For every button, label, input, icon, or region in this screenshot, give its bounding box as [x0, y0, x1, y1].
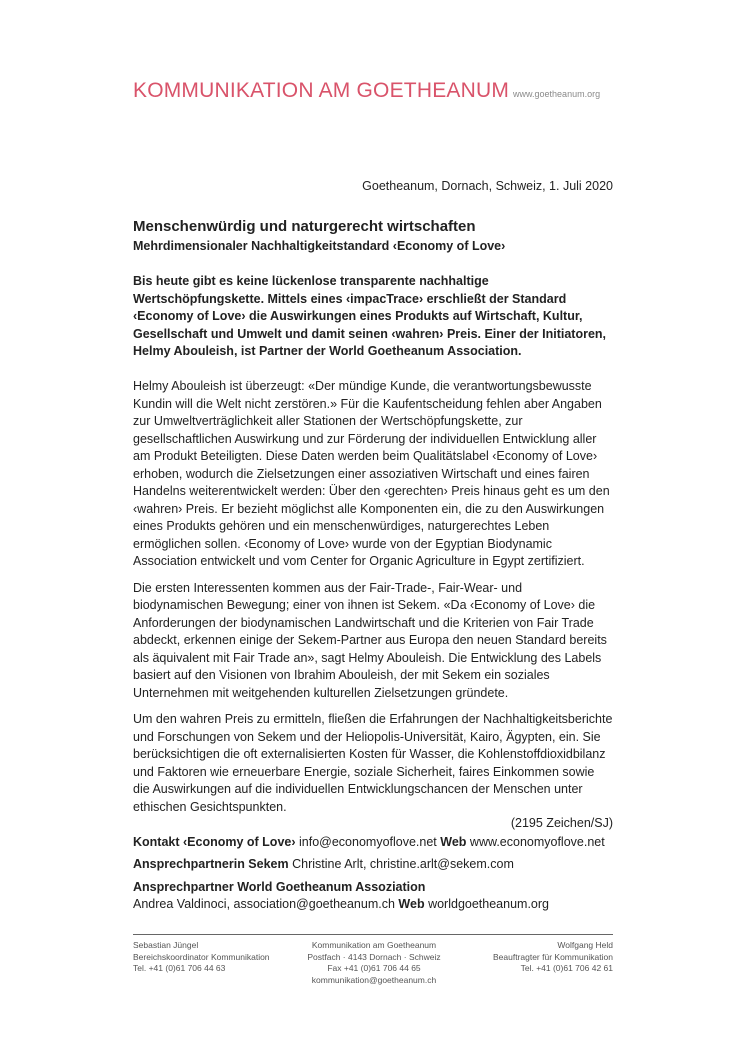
- contact-wga-label-row: [133, 879, 613, 897]
- brand-name: KOMMUNIKATION AM GOETHEANUM: [133, 79, 510, 102]
- sekem-contact-text[interactable]: Christine Arlt, christine.arlt@sekem.com: [292, 857, 514, 871]
- contact-email-link[interactable]: info@economyoflove.net: [299, 834, 437, 849]
- footer-center-address: Postfach · 4143 Dornach · Schweiz: [307, 951, 441, 962]
- footer-divider: [133, 934, 613, 935]
- footer-center-email[interactable]: kommunikation@goetheanum.ch: [311, 974, 437, 985]
- wga-web-label: Web: [398, 897, 425, 911]
- letterhead: [133, 79, 600, 103]
- sekem-label: Ansprechpartnerin Sekem: [133, 857, 289, 871]
- dateline: Goetheanum, Dornach, Schweiz, 1. Juli 2020: [362, 179, 613, 193]
- footer-center-fax: Fax +41 (0)61 706 44 65: [327, 963, 421, 973]
- footer-center-org: Kommunikation am Goetheanum: [311, 940, 437, 950]
- paragraph-2: Die ersten Interessenten kommen aus der Fair-Trade-, Fair-Wear- und biodynamischen Bewegung; einer von ihnen ist Sekem. «Da ‹Economy of Love› die Anforderungen der biodynamischen Landwirtschaft und die Kriterien von Fair Trade abdeckt, erkennen einige der Sekem-Partner aus Europa den neuen Standard bereits als äquivalent mit Fair Trade an», sagt Helmy Abouleish. Die Entwicklung des Labels basiert auf den Visionen von Ibrahim Abouleish, der mit Sekem ein soziales Unternehmen mit weitgehenden kulturellen Zielsetzungen gründete.: [133, 580, 607, 700]
- page-subtitle: Mehrdimensionaler Nachhaltigkeitstandard ‹Economy of Love›: [133, 239, 506, 253]
- contact-label: Kontakt ‹Economy of Love›: [133, 834, 296, 849]
- footer-left-phone: Tel. +41 (0)61 706 44 63: [133, 963, 226, 973]
- website-link[interactable]: www.goetheanum.org: [513, 89, 601, 99]
- footer-left: [133, 940, 270, 975]
- character-count: (2195 Zeichen/SJ): [510, 816, 613, 830]
- footer-right: [493, 940, 613, 975]
- footer-right-name: Wolfgang Held: [557, 940, 613, 950]
- wga-label: Ansprechpartner World Goetheanum Assoziation: [133, 879, 426, 894]
- lead-paragraph: Bis heute gibt es keine lückenlose transparente nachhaltige Wertschöpfungskette. Mittels eines ‹impacTrace› erschließt der Standard ‹Economy of Love› die Auswirkungen eines Produkts auf Wirtschaft, Kultur, Gesellschaft und Umwelt und damit seinen ‹wahren› Preis. Einer der Initiatoren, Helmy Abouleish, ist Partner der World Goetheanum Association.: [133, 274, 607, 358]
- footer-center: [276, 940, 472, 986]
- paragraph-3: Um den wahren Preis zu ermitteln, fließen die Erfahrungen der Nachhaltigkeitsberichte und Forschungen von Sekem und der Heliopolis-Universität, Kairo, Ägypten, ein. Sie berücksichtigen die oft externalisierten Kosten für Wasser, die Kohlenstoffdioxidbilanz und Faktoren wie erneuerbare Energie, soziale Sicherheit, faires Einkommen sowie die Auswirkungen auf die individuellen Entwicklungschancen der Menschen unter ethischen Gesichtspunkten.: [133, 712, 613, 814]
- web-label: Web: [440, 834, 467, 849]
- footer-right-phone: Tel. +41 (0)61 706 42 61: [520, 963, 613, 973]
- contact-sekem: [133, 856, 613, 874]
- footer-left-name: Sebastian Jüngel: [133, 940, 199, 950]
- contact-economy-of-love: [133, 834, 613, 852]
- body-text: [133, 378, 613, 919]
- page-title: Menschenwürdig und naturgerecht wirtschaften: [133, 218, 476, 235]
- contact-block: [133, 834, 613, 914]
- wga-web-link[interactable]: worldgoetheanum.org: [428, 897, 549, 911]
- footer-left-role: Bereichskoordinator Kommunikation: [133, 951, 270, 962]
- paragraph-1: Helmy Abouleish ist überzeugt: «Der mündige Kunde, die verantwortungsbewusste Kundin will die Welt nicht zerstören.» Für die Kaufentscheidung fehlen aber Angaben zur Umweltverträglichkeit aller Stationen der Wertschöpfungskette, zur gesellschaftlichen Auswirkung und zur Förderung der individuellen Entwicklung aller am Produkt Beteiligten. Diese Daten werden beim Qualitätslabel ‹Economy of Love› erhoben, wodurch die Zielsetzungen einer assoziativen Wirtschaft und eines fairen Handelns weiterentwickelt werden: Über den ‹gerechten› Preis hinaus geht es um den ‹wahren› Preis. Er bezieht möglichst alle Komponenten ein, die zu den Auswirkungen eines Produkts gehören und ein menschenwürdiges, naturgerechtes Leben ermöglichen sollen. ‹Economy of Love› wurde von der Egyptian Biodynamic Association entwickelt und vom Center for Organic Agriculture in Egypt zertifiziert.: [133, 379, 610, 568]
- contact-web-link[interactable]: www.economyoflove.net: [469, 834, 605, 849]
- contact-wga: [133, 896, 613, 914]
- footer-right-role: Beauftragter für Kommunikation: [492, 951, 613, 962]
- wga-contact-text[interactable]: Andrea Valdinoci, association@goetheanum.ch: [133, 897, 395, 911]
